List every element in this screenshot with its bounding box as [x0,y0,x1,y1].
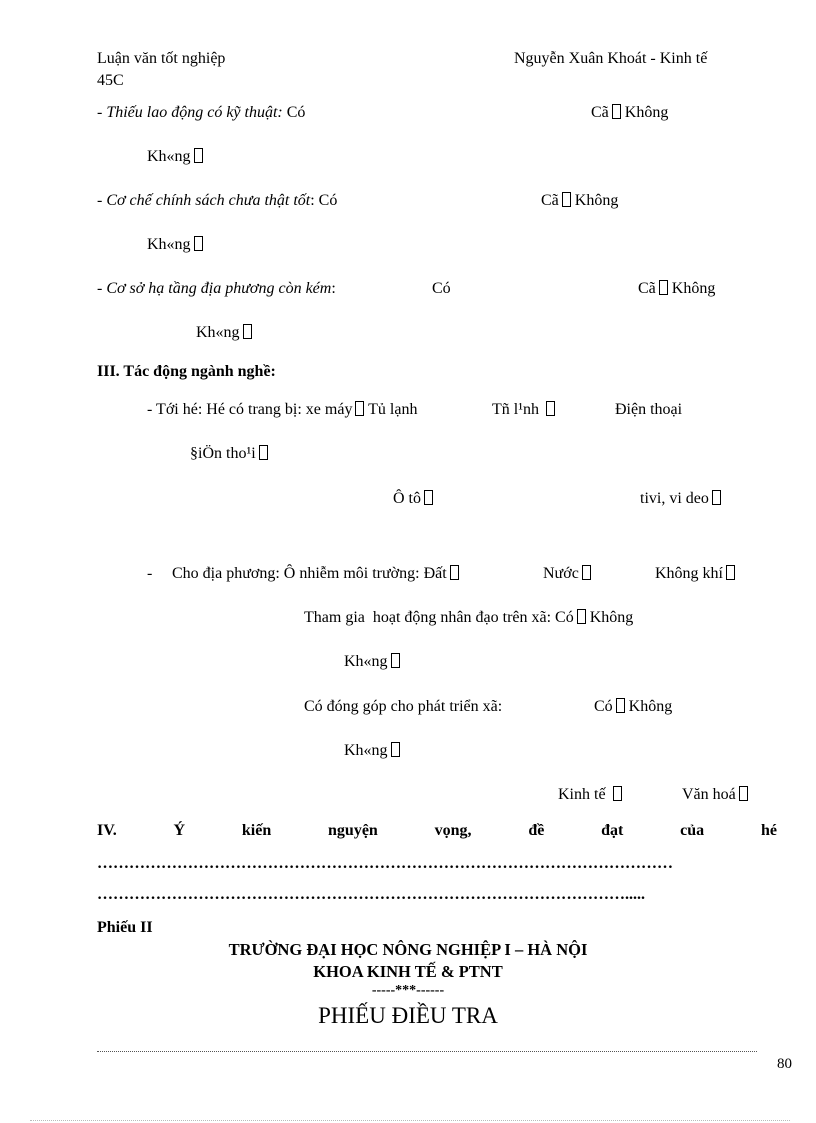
household-row [147,401,417,419]
q3-khong: Không [671,280,716,297]
o-to-row [393,490,433,508]
q2-checkbox-co[interactable] [562,192,571,207]
q2-co-box-label: Cã [541,192,559,209]
kinh-te-label: Kinh tế [558,786,606,803]
q1-khong: Không [624,104,669,121]
section4-word: của [680,822,705,839]
tu-lanh-checkbox[interactable] [546,401,555,416]
tham-gia-label: Tham gia hoạt động nhân đạo trên xã: Có [304,609,574,626]
q1-checkbox-co[interactable] [612,104,621,119]
q1-label: - Thiếu lao động có kỹ thuật: [97,104,283,121]
section4-word: đề [528,822,545,839]
nuoc-checkbox[interactable] [582,565,591,580]
q3-dash: - [97,280,103,297]
faculty-name: KHOA KINH TẾ & PTNT [313,962,503,981]
tivi-label: tivi, vi deo [640,490,709,507]
q3-co-box-label: Cã [638,280,656,297]
section4-word: vọng, [434,822,472,839]
university-name: TRƯỜNG ĐẠI HỌC NÔNG NGHIỆP I – HÀ NỘI [228,940,588,959]
q2-khong: Không [574,192,619,209]
local-row [172,565,459,583]
dien-thoai-label: Điện thoại [615,401,683,418]
q2-checkbox-khong[interactable] [194,236,203,251]
dong-gop-khong: Không [628,698,673,715]
household-line: - Tới hé: Hé có trang bị: xe máy [147,401,353,418]
tu-lanh-label: Tủ lạnh [368,401,418,418]
q3-checkbox-khong[interactable] [243,324,252,339]
q1-row [97,104,305,122]
dien-thoai2-label: §iÖn tho¹i [190,445,256,462]
dong-gop-co-label: Có [594,698,613,715]
header-right: Nguyễn Xuân Khoát - Kinh tế [514,50,708,67]
q2-khong-row [147,236,203,254]
nuoc-row [543,565,591,583]
page-bottom-rule [30,1120,790,1121]
dong-gop-co-checkbox[interactable] [616,698,625,713]
answer-dots-line-1[interactable]: ……………………………………………………………………………………………… [97,855,673,872]
q1-choice [591,104,668,122]
o-to-label: Ô tô [393,490,421,507]
section4-heading [97,822,777,840]
kinh-te-checkbox[interactable] [613,786,622,801]
header-left: Luận văn tốt nghiệp [97,50,226,67]
dong-gop-khong2-label: Kh«ng [344,742,388,759]
dat-checkbox[interactable] [450,565,459,580]
tham-gia-khong-row [344,653,400,671]
van-hoa-row [682,786,748,804]
q3-khong-label: Kh«ng [196,324,240,341]
q2-co: : Có [310,192,338,209]
q2-khong-label: Kh«ng [147,236,191,253]
xe-may-checkbox[interactable] [355,401,364,416]
q3-colon: : [331,280,336,297]
dien-thoai2-row [190,445,268,463]
dien-thoai-checkbox[interactable] [259,445,268,460]
section4-word: đạt [601,822,624,839]
tham-gia-co-checkbox[interactable] [577,609,586,624]
stars-divider: -----***------ [371,983,445,998]
q1-co-box-label: Cã [591,104,609,121]
kinh-te-row [558,786,622,804]
dong-gop-choice [594,698,672,716]
dong-gop-khong-row [344,742,400,760]
q3-label: Cơ sở hạ tầng địa phương còn kém [106,280,332,297]
q3-row [97,280,336,298]
section3-heading: III. Tác động ngành nghề: [97,363,276,380]
tivi-checkbox[interactable] [712,490,721,505]
khong-khi-checkbox[interactable] [726,565,735,580]
q1-khong-row [147,148,203,166]
q2-choice [541,192,618,210]
section4-word: Ý [173,822,186,839]
khong-khi-row [655,565,735,583]
answer-dots-line-2[interactable]: ………………………………………………………………………………………..... [97,886,645,903]
page-number: 80 [777,1056,792,1072]
q3-co: Có [432,280,451,297]
q2-label: - Cơ chế chính sách chưa thật tốt [97,192,311,209]
q1-co: Có [286,104,306,121]
footer-divider [97,1051,757,1052]
local-dash: - [147,565,153,582]
o-to-checkbox[interactable] [424,490,433,505]
q1-khong-label: Kh«ng [147,148,191,165]
section4-word: hé [760,822,777,839]
tu-lanh2-label: Tñ l¹nh [492,401,540,418]
tham-gia-khong: Không [589,609,634,626]
tham-gia-khong2-label: Kh«ng [344,653,388,670]
form-title: PHIẾU ĐIỀU TRA [318,1003,498,1028]
nuoc-label: Nước [543,565,579,582]
header-continuation: 45C [97,72,124,89]
section4-word: kiến [241,822,272,839]
dong-gop-label: Có đóng góp cho phát triển xã: [304,698,503,715]
q2-row [97,192,337,210]
q3-choice [638,280,715,298]
q3-khong-row [196,324,252,342]
tu-lanh2-cell [492,401,555,419]
van-hoa-checkbox[interactable] [739,786,748,801]
tivi-row [640,490,721,508]
section4-word: IV. [97,822,117,839]
tham-gia-row [304,609,633,627]
phieu-ii-label: Phiếu II [97,919,153,936]
khong-khi-label: Không khí [655,565,723,582]
dong-gop-khong-checkbox[interactable] [391,742,400,757]
tham-gia-khong-checkbox[interactable] [391,653,400,668]
q3-checkbox-co[interactable] [659,280,668,295]
section4-word: nguyện [328,822,378,839]
local-line: Cho địa phương: Ô nhiễm môi trường: Đất [172,565,447,582]
van-hoa-label: Văn hoá [682,786,736,803]
q1-checkbox-khong[interactable] [194,148,203,163]
